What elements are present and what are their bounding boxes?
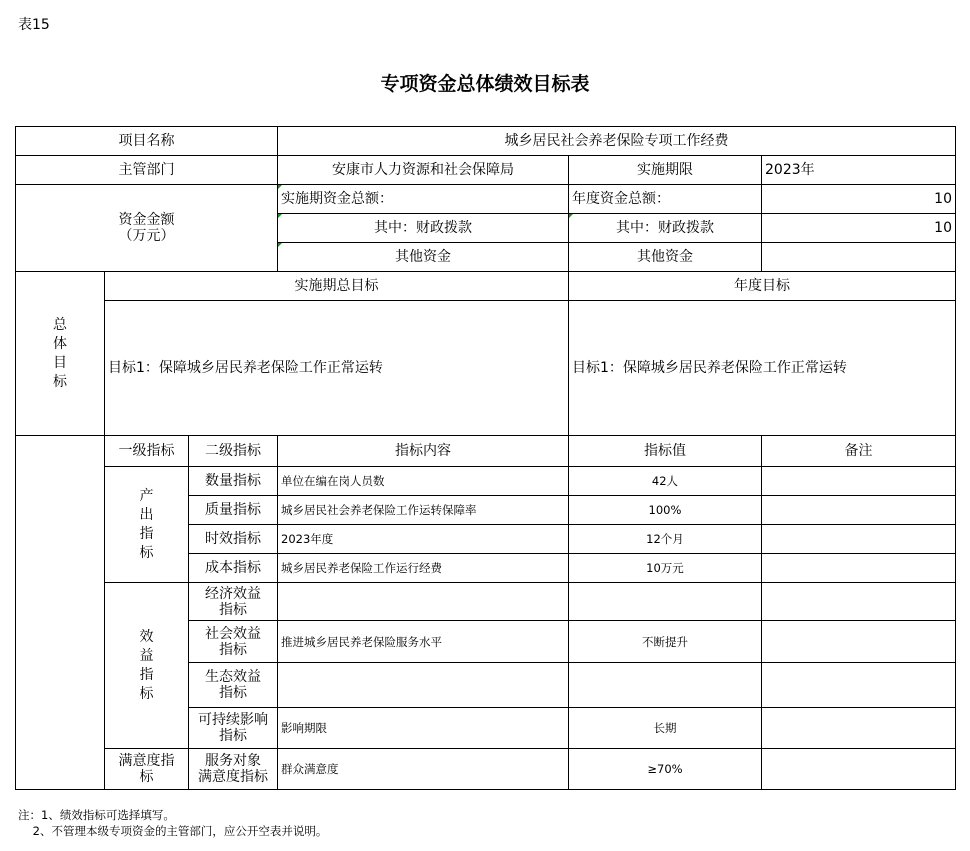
overall-label-char: 标: [53, 373, 67, 390]
footnotes: [18, 807, 327, 839]
header-content: 指标内容: [278, 436, 569, 467]
level2-cell: [189, 583, 278, 621]
period-label: 实施期限: [569, 156, 762, 185]
value-cell: 10万元: [569, 554, 762, 583]
funds-annual-total-label: 年度资金总额：: [569, 185, 762, 214]
dept-row: [16, 156, 956, 185]
level1-line: 标: [139, 769, 154, 785]
funds-annual-other-value: [762, 243, 956, 272]
remark-cell: [762, 554, 956, 583]
table-number: 表15: [18, 17, 50, 33]
level2-line: 服务对象: [205, 753, 261, 769]
value-cell: 12个月: [569, 525, 762, 554]
remark-cell: [762, 467, 956, 496]
value-cell: 长期: [569, 708, 762, 749]
header-value: 指标值: [569, 436, 762, 467]
satisfaction-indicator-label: [105, 749, 189, 790]
level2-cell: [189, 708, 278, 749]
remark-cell: [762, 708, 956, 749]
value-cell: 100%: [569, 496, 762, 525]
content-cell: 城乡居民社会养老保险工作运转保障率: [278, 496, 569, 525]
benefit-label-char: 效: [139, 628, 154, 645]
level2-line: 指标: [219, 601, 247, 618]
level2-cell: 成本指标: [189, 554, 278, 583]
funds-total-label: 实施期资金总额：: [278, 185, 569, 214]
footnote-line: 2、不管理本级专项资金的主管部门，应公开空表并说明。: [18, 824, 328, 838]
remark-cell: [762, 663, 956, 708]
remark-cell: [762, 496, 956, 525]
overall-goal-row: [16, 301, 956, 436]
table-row: [16, 467, 956, 496]
level2-cell: 数量指标: [189, 467, 278, 496]
level2-cell: [189, 663, 278, 708]
remark-cell: [762, 525, 956, 554]
level1-line: 满意度指: [118, 753, 175, 769]
level2-cell: 质量指标: [189, 496, 278, 525]
benefit-label-char: 标: [139, 685, 154, 702]
dept-value: 安康市人力资源和社会保障局: [278, 156, 569, 185]
project-value: 城乡居民社会养老保险专项工作经费: [278, 127, 956, 156]
header-level1: 一级指标: [105, 436, 189, 467]
value-cell: [569, 663, 762, 708]
output-indicator-label: [105, 467, 189, 583]
header-level2: 二级指标: [189, 436, 278, 467]
funds-label-line2: （万元）: [118, 228, 175, 244]
output-label-char: 产: [139, 487, 154, 504]
content-cell: [278, 663, 569, 708]
funds-annual-other-label: 其他资金: [569, 243, 762, 272]
period-goal-header: 实施期总目标: [105, 272, 569, 301]
level2-line: 指标: [219, 641, 247, 658]
annual-goal-header: 年度目标: [569, 272, 956, 301]
remark-cell: [762, 621, 956, 663]
period-value: 2023年: [762, 156, 956, 185]
content-cell: 推进城乡居民养老保险服务水平: [278, 621, 569, 663]
indicator-blank-column: [16, 436, 105, 790]
table-row: [16, 749, 956, 790]
content-cell: 群众满意度: [278, 749, 569, 790]
benefit-label-char: 指: [139, 666, 154, 683]
level2-line: 指标: [219, 685, 247, 701]
funds-annual-fiscal-value: 10: [762, 214, 956, 243]
remark-cell: [762, 583, 956, 621]
dept-label: 主管部门: [16, 156, 278, 185]
footnote-line: 注：1、绩效指标可选择填写。: [18, 808, 175, 822]
page-title: 专项资金总体绩效目标表: [380, 73, 590, 95]
level2-line: 生态效益: [205, 669, 261, 685]
funds-annual-fiscal-label: 其中：财政拨款: [569, 214, 762, 243]
overall-header-row: [16, 272, 956, 301]
table-row: [16, 583, 956, 621]
funds-annual-total-value: 10: [762, 185, 956, 214]
level2-line: 可持续影响: [198, 712, 268, 728]
value-cell: ≥70%: [569, 749, 762, 790]
remark-cell: [762, 749, 956, 790]
funds-total-row: [16, 185, 956, 214]
performance-target-table: [15, 126, 956, 790]
content-cell: 影响期限: [278, 708, 569, 749]
level2-line: 指标: [219, 728, 247, 744]
overall-label-char: 目: [53, 354, 67, 371]
level2-cell: [189, 621, 278, 663]
overall-label-char: 总: [53, 316, 67, 333]
overall-label-char: 体: [53, 335, 67, 352]
indicator-header-row: [16, 436, 956, 467]
value-cell: [569, 583, 762, 621]
funds-label-line1: 资金金额: [118, 212, 175, 228]
content-cell: 城乡居民养老保险工作运行经费: [278, 554, 569, 583]
content-cell: 单位在编在岗人员数: [278, 467, 569, 496]
level2-cell: [189, 749, 278, 790]
annual-goal: 目标1：保障城乡居民养老保险工作正常运转: [569, 301, 956, 436]
level2-cell: 时效指标: [189, 525, 278, 554]
benefit-indicator-label: [105, 583, 189, 749]
output-label-char: 标: [139, 544, 154, 561]
period-goal: 目标1：保障城乡居民养老保险工作正常运转: [105, 301, 569, 436]
output-label-char: 出: [139, 506, 154, 523]
overall-label: [16, 272, 105, 436]
level2-line: 经济效益: [205, 585, 261, 602]
header-remark: 备注: [762, 436, 956, 467]
level2-line: 满意度指标: [198, 769, 268, 785]
value-cell: 42人: [569, 467, 762, 496]
content-cell: [278, 583, 569, 621]
project-label: 项目名称: [16, 127, 278, 156]
benefit-label-char: 益: [139, 647, 154, 664]
funds-other-label: 其他资金: [278, 243, 569, 272]
value-cell: 不断提升: [569, 621, 762, 663]
level2-line: 社会效益: [205, 625, 261, 642]
content-cell: 2023年度: [278, 525, 569, 554]
output-label-char: 指: [139, 525, 154, 542]
project-row: [16, 127, 956, 156]
funds-fiscal-label: 其中：财政拨款: [278, 214, 569, 243]
funds-label: [16, 185, 278, 272]
